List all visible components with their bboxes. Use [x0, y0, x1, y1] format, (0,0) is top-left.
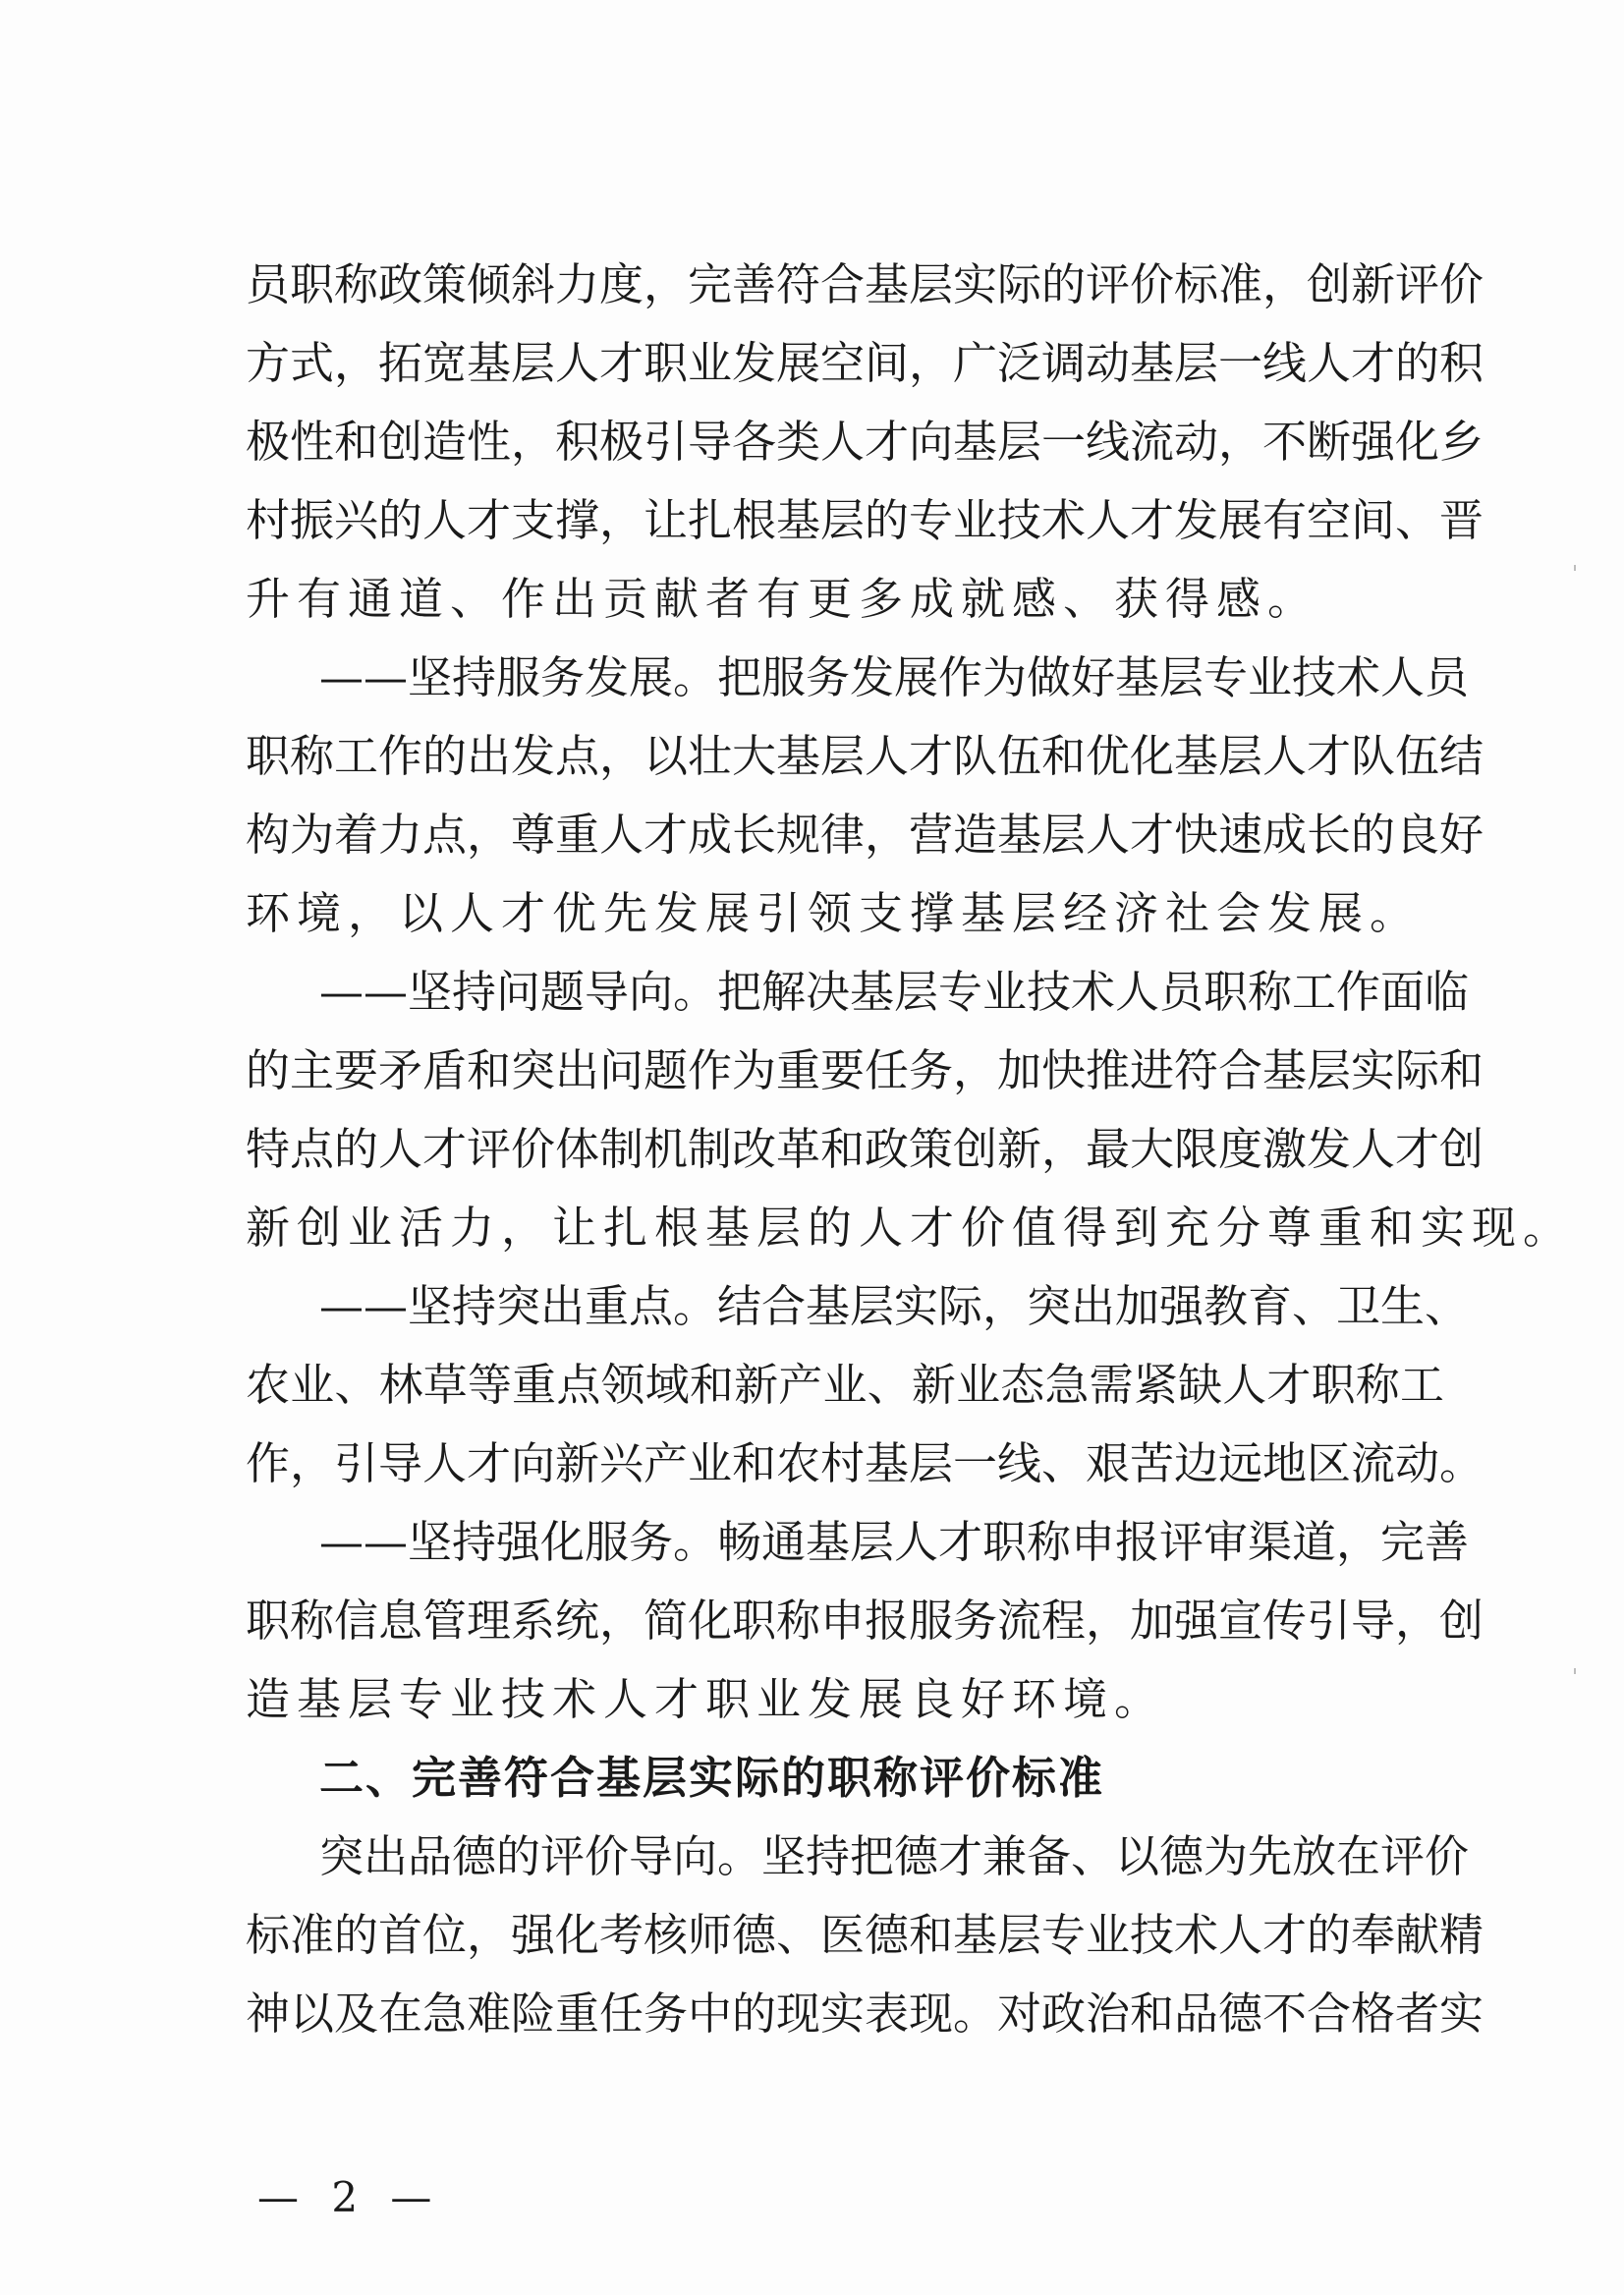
section-heading: 二、完善符合基层实际的职称评价标准 [319, 1752, 1105, 1804]
text-line: 升有通道、作出贡献者有更多成就感、获得感。 [246, 573, 1319, 625]
text-line: 神以及在急难险重任务中的现实表现。对政治和品德不合格者实 [246, 1987, 1484, 2040]
text-line: 村振兴的人才支撑，让扎根基层的专业技术人才发展有空间、晋 [246, 494, 1484, 546]
text-line: 的主要矛盾和突出问题作为重要任务，加快推进符合基层实际和 [246, 1044, 1484, 1096]
scan-mark [1574, 1668, 1576, 1674]
text-line: 环境，以人才优先发展引领支撑基层经济社会发展。 [246, 887, 1422, 939]
text-line: 极性和创造性，积极引导各类人才向基层一线流动，不断强化乡 [246, 416, 1484, 468]
text-line: 方式，拓宽基层人才职业发展空间，广泛调动基层一线人才的积 [246, 337, 1484, 389]
text-line: ——坚持问题导向。把解决基层专业技术人员职称工作面临 [319, 966, 1470, 1018]
text-line: 职称工作的出发点，以壮大基层人才队伍和优化基层人才队伍结 [246, 730, 1484, 782]
text-line: ——坚持突出重点。结合基层实际，突出加强教育、卫生、 [319, 1280, 1470, 1332]
text-line: 构为着力点，尊重人才成长规律，营造基层人才快速成长的良好 [246, 809, 1484, 861]
text-line: ——坚持强化服务。畅通基层人才职称申报评审渠道，完善 [319, 1516, 1470, 1568]
page-number: — 2 — [257, 2173, 442, 2221]
text-line: 突出品德的评价导向。坚持把德才兼备、以德为先放在评价 [319, 1830, 1470, 1882]
text-line: 造基层专业技术人才职业发展良好环境。 [246, 1673, 1166, 1725]
text-line: 特点的人才评价体制机制改革和政策创新，最大限度激发人才创 [246, 1123, 1484, 1175]
text-line: 农业、林草等重点领域和新产业、新业态急需紧缺人才职称工 [246, 1359, 1444, 1411]
text-line: 标准的首位，强化考核师德、医德和基层专业技术人才的奉献精 [246, 1909, 1484, 1961]
text-line: 职称信息管理系统，简化职称申报服务流程，加强宣传引导，创 [246, 1595, 1484, 1647]
text-line: 员职称政策倾斜力度，完善符合基层实际的评价标准，创新评价 [246, 258, 1484, 310]
text-line: ——坚持服务发展。把服务发展作为做好基层专业技术人员 [319, 651, 1470, 703]
text-line: 新创业活力，让扎根基层的人才价值得到充分尊重和实现。 [246, 1202, 1575, 1254]
text-line: 作，引导人才向新兴产业和农村基层一线、艰苦边远地区流动。 [246, 1437, 1484, 1489]
scan-mark [1574, 565, 1576, 571]
